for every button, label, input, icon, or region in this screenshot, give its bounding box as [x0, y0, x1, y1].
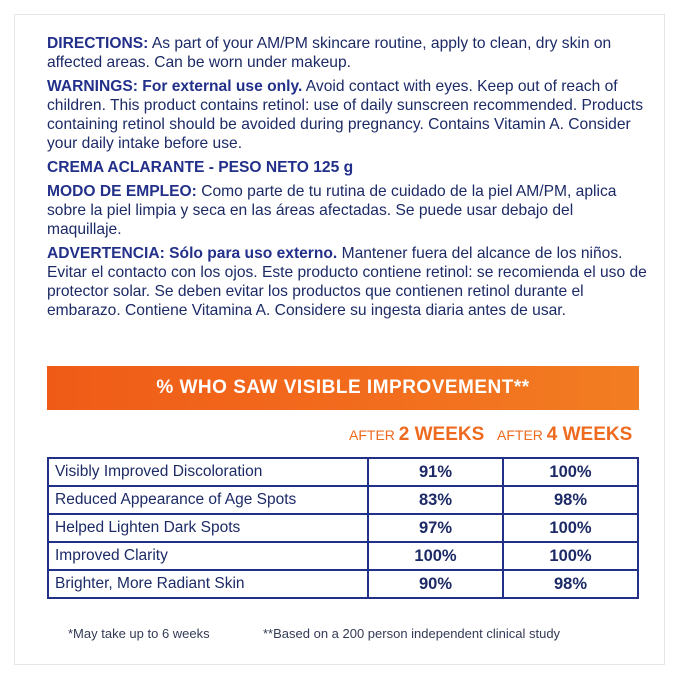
advertencia-paragraph — [47, 244, 647, 320]
week2-value: 100% — [368, 542, 503, 570]
directions-body: As part of your AM/PM skincare routine, apply to clean, dry skin on affected areas. Can be worn under makeup. — [47, 35, 612, 71]
improvement-banner — [47, 366, 639, 410]
modo-heading: MODO DE EMPLEO: — [47, 183, 197, 200]
week2-value: 90% — [368, 570, 503, 598]
table-row — [48, 458, 638, 486]
crema-heading: CREMA ACLARANTE - PESO NETO 125 g — [47, 159, 354, 176]
banner-title: % WHO SAW VISIBLE IMPROVEMENT** — [156, 377, 530, 398]
modo-paragraph — [47, 182, 647, 239]
column-value: 4 WEEKS — [546, 424, 633, 445]
footnote-timing: *May take up to 6 weeks — [68, 626, 210, 641]
results-table — [47, 457, 639, 599]
week4-value: 100% — [503, 542, 638, 570]
advertencia-heading: ADVERTENCIA: Sólo para uso externo. — [47, 245, 338, 262]
week4-value: 100% — [503, 458, 638, 486]
column-prefix: AFTER — [497, 427, 547, 443]
table-row — [48, 514, 638, 542]
row-label: Visibly Improved Discoloration — [48, 458, 368, 486]
week4-value: 98% — [503, 570, 638, 598]
warnings-body: Avoid contact with eyes. Keep out of reach of children. This product contains retinol: use of daily sunscreen recommended. Products containing retinol should be avoided during pregnancy. Contains Vitamin A. Consider your daily intake before use. — [47, 78, 644, 152]
instructions-text — [47, 34, 647, 325]
crema-paragraph — [47, 158, 647, 177]
footnote-study: **Based on a 200 person independent clinical study — [263, 626, 561, 641]
week4-value: 100% — [503, 514, 638, 542]
column-value: 2 WEEKS — [398, 424, 485, 445]
column-prefix: AFTER — [349, 427, 399, 443]
warnings-paragraph — [47, 77, 647, 153]
row-label: Brighter, More Radiant Skin — [48, 570, 368, 598]
column-header-4-weeks — [497, 424, 632, 446]
table-row — [48, 486, 638, 514]
row-label: Helped Lighten Dark Spots — [48, 514, 368, 542]
advertencia-body: Mantener fuera del alcance de los niños. Evitar el contacto con los ojos. Este producto contiene retinol: se recomienda el uso de protector solar. Se deben evitar los productos que contienen retinol durante el embarazo. Contiene Vitamina A. Considere su ingesta diaria antes de usar. — [47, 245, 647, 319]
row-label: Improved Clarity — [48, 542, 368, 570]
week2-value: 91% — [368, 458, 503, 486]
column-header-2-weeks — [349, 424, 484, 446]
week4-value: 98% — [503, 486, 638, 514]
week2-value: 97% — [368, 514, 503, 542]
row-label: Reduced Appearance of Age Spots — [48, 486, 368, 514]
warnings-heading: WARNINGS: For external use only. — [47, 78, 303, 95]
table-row — [48, 570, 638, 598]
table-row — [48, 542, 638, 570]
week2-value: 83% — [368, 486, 503, 514]
directions-heading: DIRECTIONS: — [47, 35, 149, 52]
modo-body: Como parte de tu rutina de cuidado de la piel AM/PM, aplica sobre la piel limpia y seca en las áreas afectadas. Se puede usar debajo del maquillaje. — [47, 183, 617, 238]
directions-paragraph — [47, 34, 647, 72]
